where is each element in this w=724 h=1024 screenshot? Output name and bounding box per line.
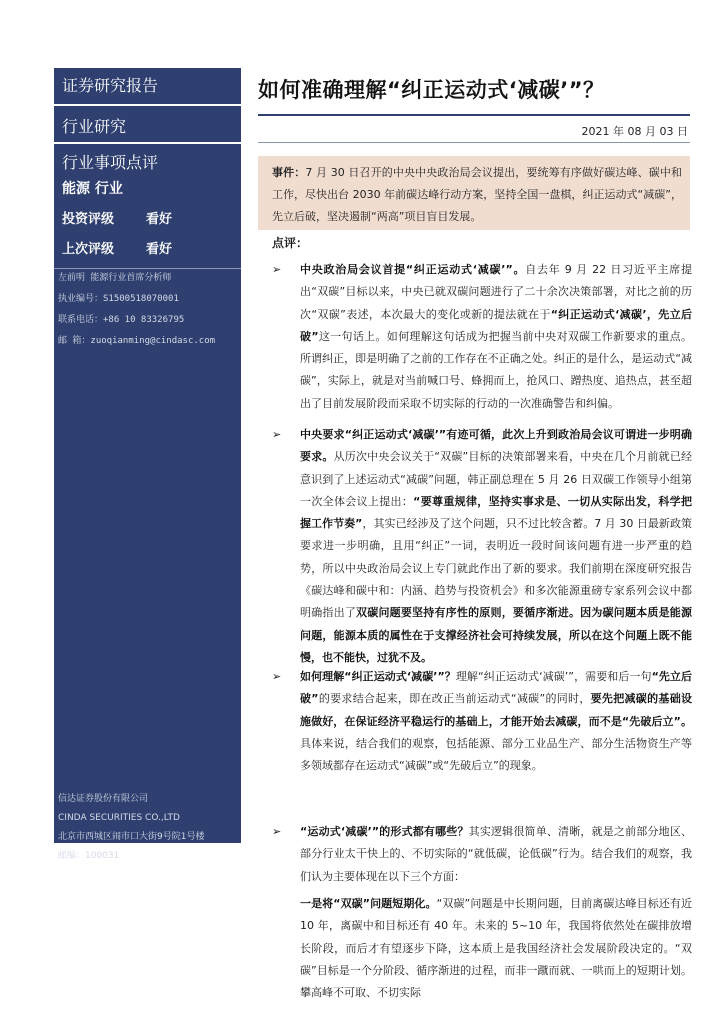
bullet-bold-text: 要先把减碳的基础设施做好，在保证经济平稳运行的基础上，才能开始去减碳，而不是“先破后立”。 xyxy=(300,692,692,728)
bullet-point xyxy=(272,821,692,888)
bullet-text: 从历次中央会议关于“双碳”目标的决策部署来看，中央在几个月前就已经意识到了上述运动式“减碳”问题，韩正副总理在 5 月 26 日双碳工作领导小组第一次全体会议上提出： xyxy=(300,450,693,508)
title-rule xyxy=(258,114,690,116)
company-info xyxy=(58,790,240,866)
bullet-text: 其实逻辑很简单、清晰，就是之前部分地区、部分行业太干快上的、不切实际的“就低碳，论低碳”行为。结合我们的观察，我们认为主要体现在以下三个方面： xyxy=(300,825,692,883)
bullet-text: 这一句话上。如何理解这句话成为把握当前中央对双碳工作新要求的重点。所谓纠正，即是明确了之前的工作存在不正确之处。纠正的是什么，是运动式“减碳”，实际上，就是对当前喊口号、蜂拥而上，抢风口、蹭热度、追热点，甚至超出了目前发展阶段而采取不切实际的行动的一次准确警告和纠偏。 xyxy=(300,329,692,410)
event-box xyxy=(258,156,690,230)
prev-rating-value: 看好 xyxy=(146,242,173,257)
sidebar-divider xyxy=(54,142,241,144)
bullet-text: 的要求结合起来，即在改正当前运动式“减碳”的同时， xyxy=(318,692,591,706)
analyst-name: 左前明 能源行业首席分析师 xyxy=(58,273,172,283)
category-label: 行业研究 xyxy=(62,117,127,136)
prev-rating-label: 上次评级 xyxy=(62,242,115,257)
bullet-bold-text: 双碳问题要坚持有序性的原则，要循序渐进。因为碳问题本质是能源问题，能源本质的属性在于支撑经济社会可持续发展，所以在这个问题上既不能慢，也不能快，过犹不及。 xyxy=(300,606,692,664)
bullet-bold-text: “纠正运动式‘减碳’，先立后破” xyxy=(300,307,692,343)
sub-point-text: “双碳”问题是中长期问题，目前离碳达峰目标还有近 10 年，离碳中和目标还有 40 年。未来的 5~10 年，我国将依然处在碳排放增长阶段，而后才有望逐步下降，这本质上是我国经济社会发展阶段决定的。“双碳”目标是一个分阶段、循序渐进的过程，而非一蹴而就、一哄而上的短期计划。攀高峰不可取、不切实际 xyxy=(300,897,692,1000)
comment-heading: 点评： xyxy=(272,236,309,250)
sub-point-paragraph xyxy=(300,893,692,1004)
report-type-label: 证券研究报告 xyxy=(62,76,159,95)
report-date: 2021 年 08 月 03 日 xyxy=(581,125,688,138)
event-label: 事件： xyxy=(272,166,306,179)
bullet-point xyxy=(272,259,692,415)
report-type-bar xyxy=(54,68,241,104)
rating-value: 看好 xyxy=(146,212,173,227)
bullet-bold-intro: 中央要求“纠正运动式‘减碳’”有迹可循，此次上升到政治局会议可谓进一步明确要求。 xyxy=(300,428,692,464)
bullet-bold-text: “要尊重规律，坚持实事求是、一切从实际出发，科学把握工作节奏” xyxy=(300,494,692,531)
company-name-cn: 信达证券股份有限公司 xyxy=(58,794,149,804)
page-title: 如何准确理解“纠正运动式‘减碳’”？ xyxy=(258,78,605,102)
sub-point-bold-intro: 一是将“双碳”问题短期化。 xyxy=(300,897,437,910)
subcategory-label: 行业事项点评 xyxy=(62,153,159,172)
bullet-bold-text: “先立后破” xyxy=(300,670,692,706)
analyst-phone: 联系电话：+86 10 83326795 xyxy=(58,315,185,325)
event-text: 7 月 30 日召开的中央中央政治局会议提出，要统筹有序做好碳达峰、碳中和工作，尽快出台 2030 年前碳达峰行动方案，坚持全国一盘棋，纠正运动式“减碳”，先立后破，坚决遏制“两高”项目盲目发展。 xyxy=(272,166,683,223)
date-rule xyxy=(258,142,690,143)
bullet-text: 理解“纠正运动式‘减碳’”，需要和后一句 xyxy=(455,670,652,683)
bullet-text: ，其实已经涉及了这个问题，只不过比较含蓄。7 月 30 日最新政策要求进一步明确，且用“纠正”一词，表明近一段时间该问题有进一步严重的趋势，所以中央政治局会议上专门就此作出了新的要求。我们前期在深度研究报告《碳达峰和碳中和：内涵、趋势与投资机会》和多次能源重磅专家系列会议中都明确指出了 xyxy=(300,517,693,620)
industry-label: 能源 行业 xyxy=(62,181,123,197)
arrow-bullet-icon: ➢ xyxy=(272,428,282,441)
arrow-bullet-icon: ➢ xyxy=(272,670,282,683)
rating-label: 投资评级 xyxy=(62,212,115,227)
arrow-bullet-icon: ➢ xyxy=(272,825,282,838)
analyst-info xyxy=(58,268,240,352)
arrow-bullet-icon: ➢ xyxy=(272,263,282,276)
company-name-en: CINDA SECURITIES CO.,LTD xyxy=(58,813,180,823)
company-postcode: 邮编：100031 xyxy=(58,851,120,861)
bullet-point xyxy=(272,424,692,669)
bullet-bold-intro: “运动式‘减碳’”的形式都有哪些？ xyxy=(300,825,469,838)
bullet-text: 自去年 9 月 22 日习近平主席提出“双碳”目标以来，中央已就双碳问题进行了二十余次决策部署，对比之前的历次“双碳”表述，本次最大的变化或新的提法就在于 xyxy=(300,263,692,321)
bullet-bold-intro: 如何理解“纠正运动式‘减碳’”？ xyxy=(300,670,456,683)
bullet-bold-intro: 中央政治局会议首提“纠正运动式‘减碳’”。 xyxy=(300,263,526,276)
bullet-text: 具体来说，结合我们的观察，包括能源、部分工业品生产、部分生活物资生产等多领域都存在运动式“减碳”或“先破后立”的现象。 xyxy=(300,736,692,773)
company-address: 北京市西城区闹市口大街9号院1号楼 xyxy=(58,832,205,842)
analyst-cert: 执业编号：S1500518070001 xyxy=(58,294,179,304)
analyst-email[interactable]: 邮 箱：zuoqianming@cindasc.com xyxy=(58,336,216,346)
bullet-point xyxy=(272,666,692,777)
sidebar xyxy=(54,68,241,861)
